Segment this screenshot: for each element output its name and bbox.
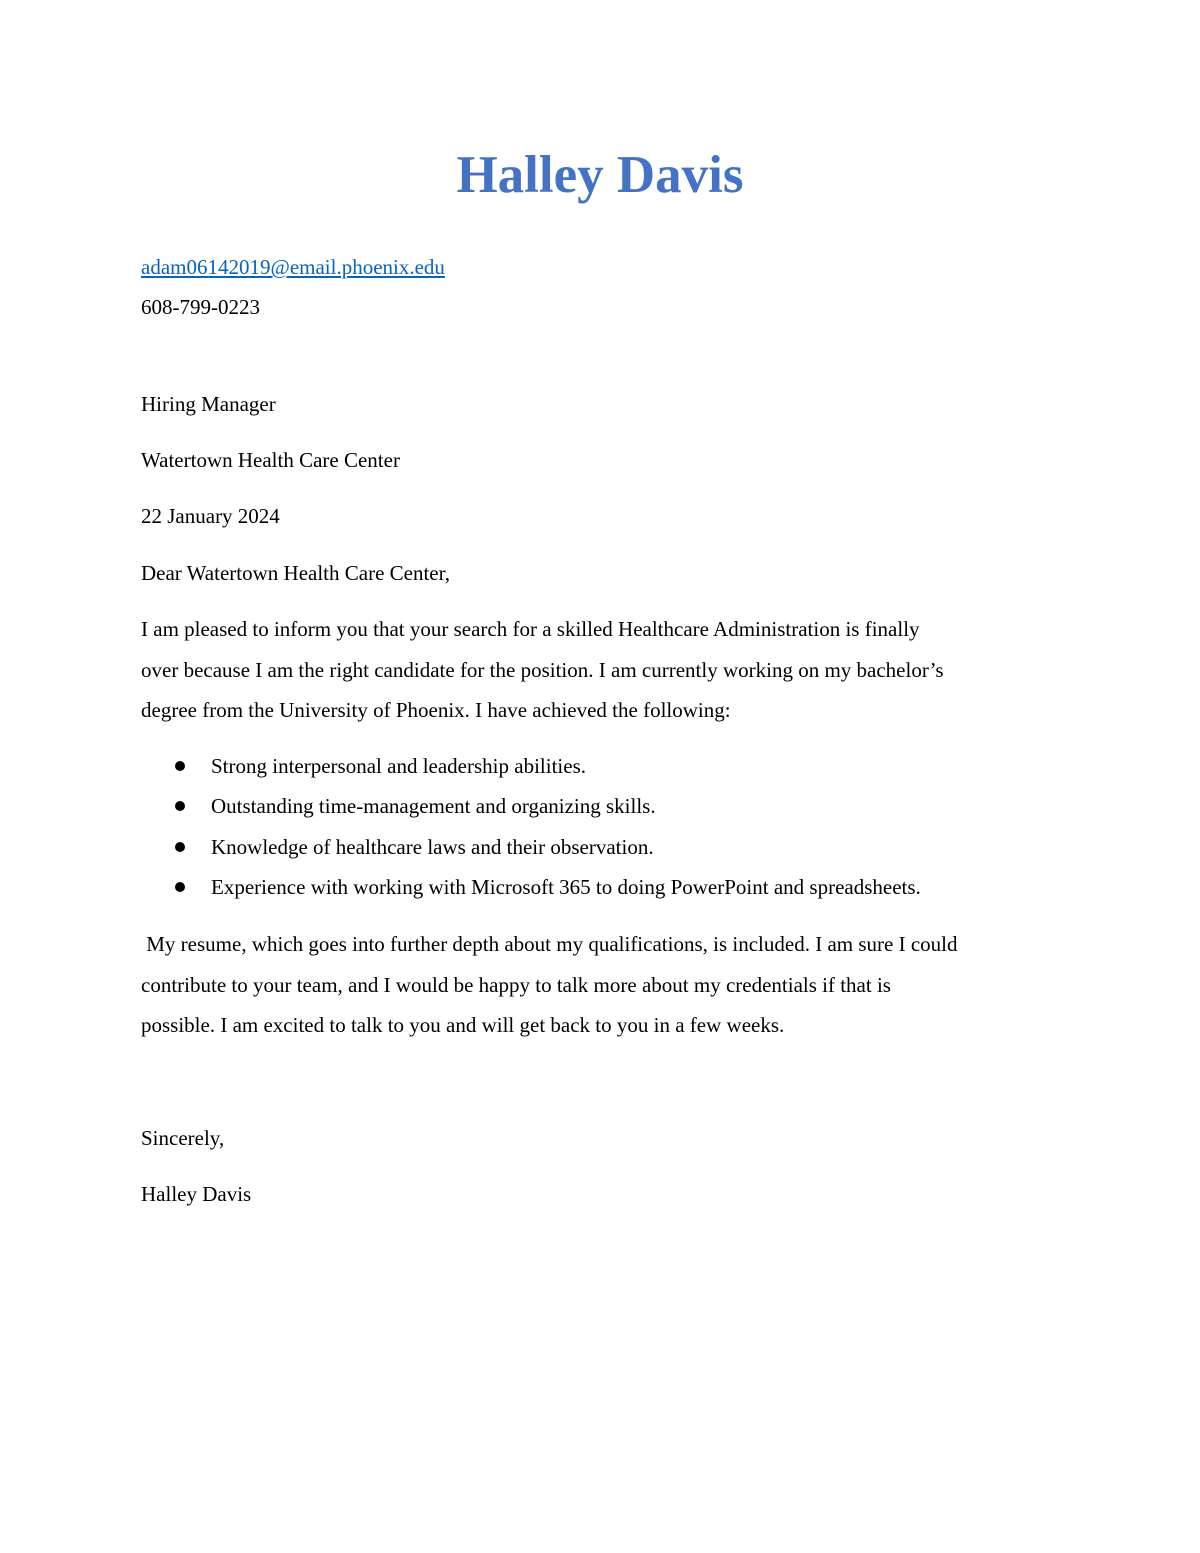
signature-name: Halley Davis <box>141 1182 252 1206</box>
bullet-icon <box>175 842 185 852</box>
closing-paragraph <box>141 924 1061 1046</box>
list-item-text: Strong interpersonal and leadership abilities. <box>211 754 586 778</box>
email-line <box>141 253 445 281</box>
closing-line: My resume, which goes into further depth about my qualifications, is included. I am sure I could <box>141 932 958 956</box>
intro-line: I am pleased to inform you that your search for a skilled Healthcare Administration is finally <box>141 617 920 641</box>
page-title: Halley Davis <box>456 146 744 204</box>
closing-line: possible. I am excited to talk to you and will get back to you in a few weeks. <box>141 1013 785 1037</box>
bullet-icon <box>175 801 185 811</box>
list-item-text: Experience with working with Microsoft 365 to doing PowerPoint and spreadsheets. <box>211 874 921 899</box>
intro-line: over because I am the right candidate for the position. I am currently working on my bachelor’s <box>141 657 944 682</box>
signoff: Sincerely, <box>141 1126 225 1150</box>
closing-line: contribute to your team, and I would be happy to talk more about my credentials if that is <box>141 972 891 997</box>
recipient-title: Hiring Manager <box>141 392 276 416</box>
recipient-organization: Watertown Health Care Center <box>141 448 400 472</box>
intro-line: degree from the University of Phoenix. I have achieved the following: <box>141 698 731 722</box>
list-item-text: Outstanding time-management and organizing skills. <box>211 794 656 819</box>
bullet-icon <box>175 761 185 771</box>
phone-number: 608-799-0223 <box>141 295 260 319</box>
email-link[interactable]: adam06142019@email.phoenix.edu <box>141 255 445 279</box>
greeting: Dear Watertown Health Care Center, <box>141 561 451 585</box>
list-item-text: Knowledge of healthcare laws and their observation. <box>211 834 654 859</box>
intro-paragraph <box>141 609 1061 731</box>
bullet-icon <box>175 882 185 892</box>
letter-date: 22 January 2024 <box>141 504 280 528</box>
